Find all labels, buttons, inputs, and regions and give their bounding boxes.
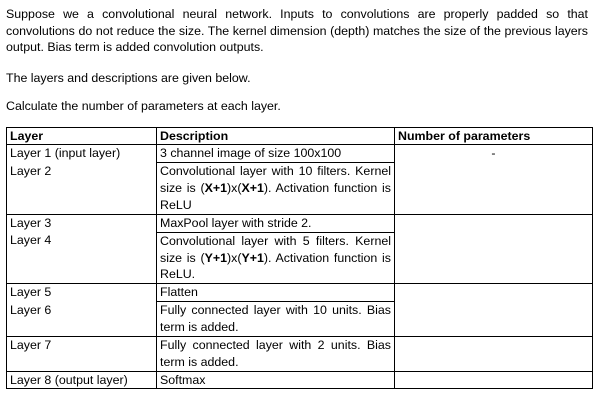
description-cell: Flatten (157, 284, 395, 302)
parameters-cell[interactable] (395, 214, 593, 232)
layer-cell: Layer 4 (7, 232, 157, 284)
table-header-row (7, 127, 593, 145)
layer-cell: Layer 5 (7, 284, 157, 302)
parameters-cell: - (395, 145, 593, 163)
table-row (7, 302, 593, 337)
description-cell: Fully connected layer with 2 units. Bias term is added. (157, 336, 395, 371)
layers-table (6, 127, 593, 390)
header-layer: Layer (7, 127, 157, 145)
layer-cell: Layer 3 (7, 214, 157, 232)
layer-cell: Layer 7 (7, 336, 157, 371)
header-number-of-parameters: Number of parameters (395, 127, 593, 145)
header-description: Description (157, 127, 395, 145)
description-cell: Convolutional layer with 5 filters. Kernel size is (Y+1)x(Y+1). Activation function is ReLU. (157, 232, 395, 284)
description-cell: Softmax (157, 371, 395, 389)
description-cell: 3 channel image of size 100x100 (157, 145, 395, 163)
parameters-cell[interactable] (395, 163, 593, 215)
task-instruction: Calculate the number of parameters at each layer. (6, 99, 281, 113)
description-cell: MaxPool layer with stride 2. (157, 214, 395, 232)
layer-cell: Layer 8 (output layer) (7, 371, 157, 389)
parameters-cell[interactable] (395, 336, 593, 371)
table-row (7, 163, 593, 215)
parameters-cell[interactable] (395, 302, 593, 337)
table-row (7, 232, 593, 284)
table-row (7, 371, 593, 389)
layer-cell: Layer 6 (7, 302, 157, 337)
table-row (7, 214, 593, 232)
table-row (7, 336, 593, 371)
description-cell: Fully connected layer with 10 units. Bias term is added. (157, 302, 395, 337)
layer-cell: Layer 1 (input layer) (7, 145, 157, 163)
table-row (7, 145, 593, 163)
description-cell: Convolutional layer with 10 filters. Kernel size is (X+1)x(X+1). Activation function is ReLU (157, 163, 395, 215)
intro-paragraph: Suppose we a convolutional neural network. Inputs to convolutions are properly padded so that convolutions do not reduce the size. The kernel dimension (depth) matches the size of the previous layers output. Bias term is added convolution outputs. (6, 7, 588, 54)
parameters-cell[interactable] (395, 284, 593, 302)
layers-intro: The layers and descriptions are given below. (6, 70, 251, 85)
parameters-cell[interactable] (395, 371, 593, 389)
table-row (7, 284, 593, 302)
layer-cell: Layer 2 (7, 163, 157, 215)
parameters-cell[interactable] (395, 232, 593, 284)
